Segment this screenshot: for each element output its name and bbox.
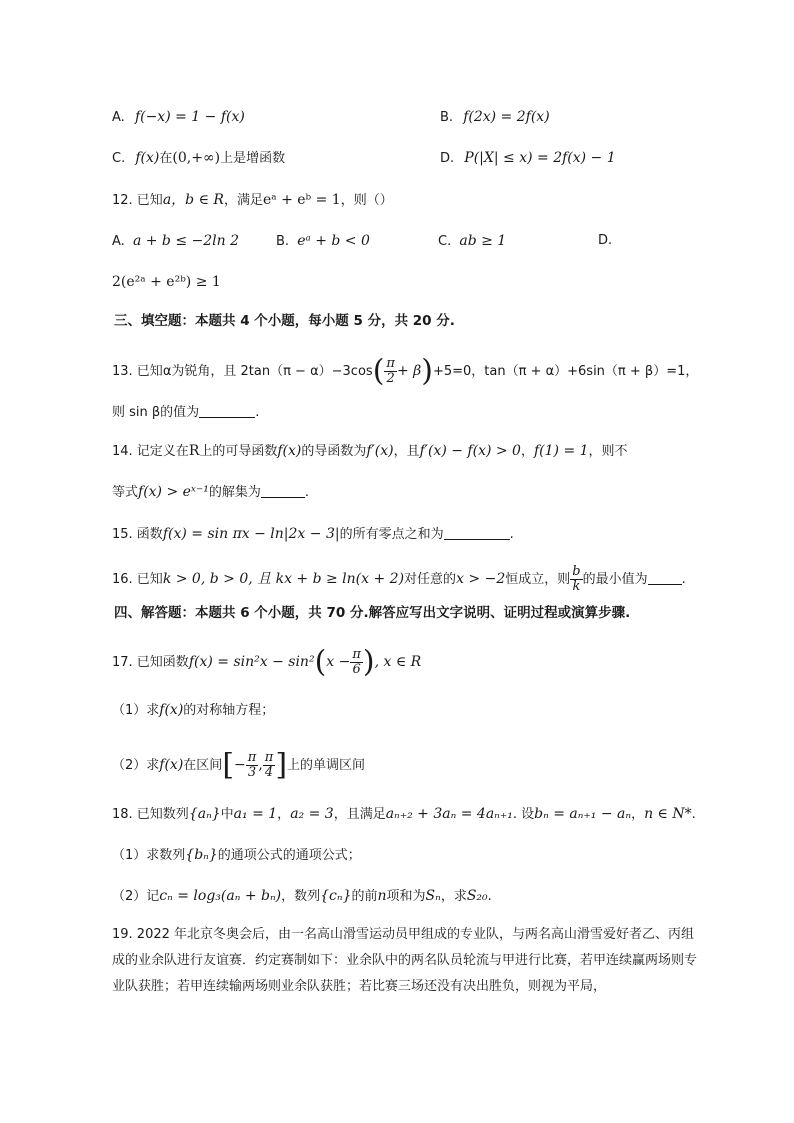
math-expression: a₁ = 1 bbox=[233, 806, 278, 822]
q17-part-2 bbox=[112, 747, 366, 783]
text: ，则不 bbox=[588, 444, 628, 459]
answer-blank[interactable] bbox=[444, 525, 510, 540]
fraction-pi-over-6 bbox=[350, 648, 363, 677]
math-expression: x − bbox=[326, 654, 351, 670]
numerator: π bbox=[247, 750, 257, 765]
math-expression: n ∈ N* bbox=[644, 806, 692, 822]
section-4-heading: 四、解答题：本题共 6 个小题，共 70 分.解答应写出文字说明、证明过程或演算步骤. bbox=[114, 605, 631, 621]
math-expression: a，b ∈ R bbox=[162, 192, 224, 208]
fraction-pi-over-4 bbox=[263, 751, 276, 780]
text: ， bbox=[631, 807, 645, 822]
text: +5=0，tan（π + α）+6sin（π + β）=1， bbox=[432, 364, 699, 379]
math-expression: S₂₀ bbox=[466, 888, 488, 904]
math-expression: , x ∈ R bbox=[374, 654, 422, 670]
text: ，则（） bbox=[340, 193, 393, 208]
text: ， bbox=[520, 444, 534, 459]
math-expression: f′(x) − f(x) > 0 bbox=[419, 443, 521, 459]
section-3-heading: 三、填空题：本题共 4 个小题，每小题 5 分，共 20 分. bbox=[114, 313, 455, 329]
q11-option-b bbox=[440, 107, 550, 128]
text: ， bbox=[277, 807, 291, 822]
text: 的通项公式的通项公式； bbox=[217, 848, 361, 863]
text: ，且满足 bbox=[333, 807, 386, 822]
text: 上的单调区间 bbox=[287, 758, 366, 773]
q13-line-2 bbox=[112, 403, 259, 423]
text: 则 sin β的值为 bbox=[112, 405, 200, 420]
text: 在区间 bbox=[183, 758, 223, 773]
math-expression: ab ≥ 1 bbox=[459, 233, 507, 249]
text: . bbox=[255, 405, 260, 420]
text: 等式 bbox=[112, 485, 139, 500]
option-label: C. bbox=[438, 234, 452, 249]
q13-line-1 bbox=[112, 353, 699, 389]
q11-option-a bbox=[112, 107, 245, 128]
math-expression: (0,+∞) bbox=[172, 150, 221, 166]
math-expression: f(1) = 1 bbox=[533, 443, 589, 459]
bracket-left: [ bbox=[222, 747, 235, 783]
text: 17. 已知函数 bbox=[112, 655, 189, 670]
q18-stem bbox=[112, 804, 696, 825]
option-label: A. bbox=[112, 110, 125, 125]
math-expression: P(|X| ≤ x) = 2f(x) − 1 bbox=[464, 150, 616, 166]
math-expression: k > 0, b > 0, 且 kx + b ≥ ln(x + 2) bbox=[162, 571, 405, 587]
math-expression: f(x) bbox=[159, 757, 184, 773]
math-expression: bₙ = aₙ₊₁ − aₙ bbox=[534, 806, 632, 822]
fraction-pi-over-3 bbox=[246, 751, 259, 780]
q17-stem bbox=[112, 644, 422, 680]
text: . bbox=[487, 889, 492, 904]
math-expression: {aₙ} bbox=[188, 806, 221, 822]
text: （2）求 bbox=[112, 758, 160, 773]
answer-blank[interactable] bbox=[199, 403, 255, 418]
math-expression: n bbox=[377, 888, 387, 904]
text: . 设 bbox=[512, 807, 535, 822]
text: ，求 bbox=[440, 889, 467, 904]
text: ，满足 bbox=[223, 193, 263, 208]
option-label: C. bbox=[112, 151, 126, 166]
math-expression: f(x) bbox=[159, 702, 184, 718]
q12-option-b bbox=[276, 231, 370, 252]
option-label: D. bbox=[598, 233, 613, 248]
math-expression: cₙ = log₃(aₙ + bₙ) bbox=[159, 888, 282, 904]
math-expression: f′(x) bbox=[366, 443, 394, 459]
option-label: D. bbox=[440, 151, 455, 166]
denominator: 6 bbox=[352, 662, 361, 677]
q11-option-c bbox=[112, 148, 285, 169]
fraction-pi-over-2 bbox=[384, 357, 397, 386]
numerator: b bbox=[572, 564, 581, 579]
numerator: π bbox=[352, 647, 361, 662]
text: ，且 bbox=[393, 444, 420, 459]
option-label: B. bbox=[440, 110, 454, 125]
paren-right: ) bbox=[421, 353, 433, 389]
q14-line-1 bbox=[112, 441, 628, 462]
q12-stem bbox=[112, 190, 393, 211]
math-expression: a₂ = 3 bbox=[290, 806, 334, 822]
text: 恒成立，则 bbox=[505, 572, 571, 587]
math-expression: Sₙ bbox=[425, 888, 441, 904]
q19-paragraph: 19. 2022 年北京冬奥会后，由一名高山滑雪运动员甲组成的专业队，与两名高山滑雪爱好者乙、丙组成的业余队进行友谊赛．约定赛制如下：业余队中的两名队员轮流与甲进行比赛，若甲连续赢两场则专业队获胜；若甲连续输两场则业余队获胜；若比赛三场还没有决出胜负，则视为平局， bbox=[112, 927, 698, 994]
math-expression: x > −2 bbox=[456, 571, 506, 587]
q18-part-1 bbox=[112, 845, 361, 866]
text: （1）求数列 bbox=[112, 848, 186, 863]
denominator: 2 bbox=[386, 371, 395, 386]
math-expression: R bbox=[188, 443, 200, 459]
text: （1）求 bbox=[112, 703, 160, 718]
math-expression: f(x) > eˣ⁻¹ bbox=[138, 484, 209, 500]
paren-left: ( bbox=[372, 353, 385, 389]
q18-part-2 bbox=[112, 886, 492, 907]
denominator: 3 bbox=[247, 765, 257, 780]
math-expression: a + b ≤ −2ln 2 bbox=[132, 233, 239, 249]
text: 的对称轴方程； bbox=[183, 703, 275, 718]
text: 中 bbox=[220, 807, 234, 822]
fraction-b-over-k bbox=[570, 565, 582, 594]
text: . bbox=[509, 527, 514, 542]
text: 14. 记定义在 bbox=[112, 444, 189, 459]
q15-line bbox=[112, 524, 514, 545]
text: 对任意的 bbox=[404, 572, 457, 587]
q12-option-d bbox=[598, 231, 612, 251]
paren-left: ( bbox=[314, 644, 327, 680]
text: 的最小值为 bbox=[582, 572, 648, 587]
math-expression: + β bbox=[396, 363, 422, 379]
text: 项和为 bbox=[386, 889, 426, 904]
text: 在 bbox=[159, 151, 173, 166]
text: . bbox=[681, 572, 686, 587]
q12-option-d-expr bbox=[112, 272, 221, 293]
text: 的前 bbox=[351, 889, 378, 904]
math-expression: {cₙ} bbox=[320, 888, 352, 904]
text: 12. 已知 bbox=[112, 193, 163, 208]
math-expression: 2(e²ᵃ + e²ᵇ) ≥ 1 bbox=[112, 274, 221, 290]
answer-blank[interactable] bbox=[648, 570, 682, 585]
q11-option-d bbox=[440, 148, 616, 169]
math-expression: f(x) = sin πx − ln|2x − 3| bbox=[162, 526, 340, 542]
math-expression: {bₙ} bbox=[185, 847, 218, 863]
text: 上是增函数 bbox=[220, 151, 286, 166]
text: 15. 函数 bbox=[112, 527, 163, 542]
q17-part-1 bbox=[112, 700, 274, 721]
text: （2）记 bbox=[112, 889, 160, 904]
q12-option-c bbox=[438, 231, 506, 252]
text: 18. 已知数列 bbox=[112, 807, 189, 822]
bracket-right: ] bbox=[275, 747, 288, 783]
q12-option-a bbox=[112, 231, 239, 252]
math-expression: f(x) bbox=[135, 150, 160, 166]
math-expression: f(2x) = 2f(x) bbox=[463, 109, 550, 125]
text: 的所有零点之和为 bbox=[339, 527, 444, 542]
answer-blank[interactable] bbox=[261, 483, 305, 498]
comma: , bbox=[258, 757, 263, 773]
minus-sign: − bbox=[234, 757, 246, 773]
text: . bbox=[691, 807, 696, 822]
math-expression: eᵃ + b < 0 bbox=[297, 233, 370, 249]
text: 的解集为 bbox=[208, 485, 261, 500]
q14-line-2 bbox=[112, 482, 309, 503]
math-expression: aₙ₊₂ + 3aₙ = 4aₙ₊₁ bbox=[385, 806, 513, 822]
text: ，数列 bbox=[281, 889, 321, 904]
text: 13. 已知 bbox=[112, 364, 163, 379]
paren-right: ) bbox=[362, 644, 375, 680]
math-expression: eᵃ + eᵇ = 1 bbox=[262, 192, 341, 208]
math-expression: f(−x) = 1 − f(x) bbox=[134, 109, 245, 125]
text: 16. 已知 bbox=[112, 572, 163, 587]
math-expression: f(x) bbox=[277, 443, 302, 459]
text: α为锐角，且 2tan（π − α）−3cos bbox=[162, 364, 373, 379]
math-expression: f(x) = sin²x − sin² bbox=[188, 654, 315, 670]
option-label: A. bbox=[112, 234, 125, 249]
text: 上的可导函数 bbox=[199, 444, 278, 459]
text: 的导函数为 bbox=[301, 444, 367, 459]
numerator: π bbox=[264, 750, 274, 765]
option-label: B. bbox=[276, 234, 290, 249]
q16-line bbox=[112, 565, 686, 594]
text: . bbox=[304, 485, 310, 500]
denominator: k bbox=[572, 579, 581, 594]
denominator: 4 bbox=[264, 765, 274, 780]
numerator: π bbox=[386, 356, 395, 371]
